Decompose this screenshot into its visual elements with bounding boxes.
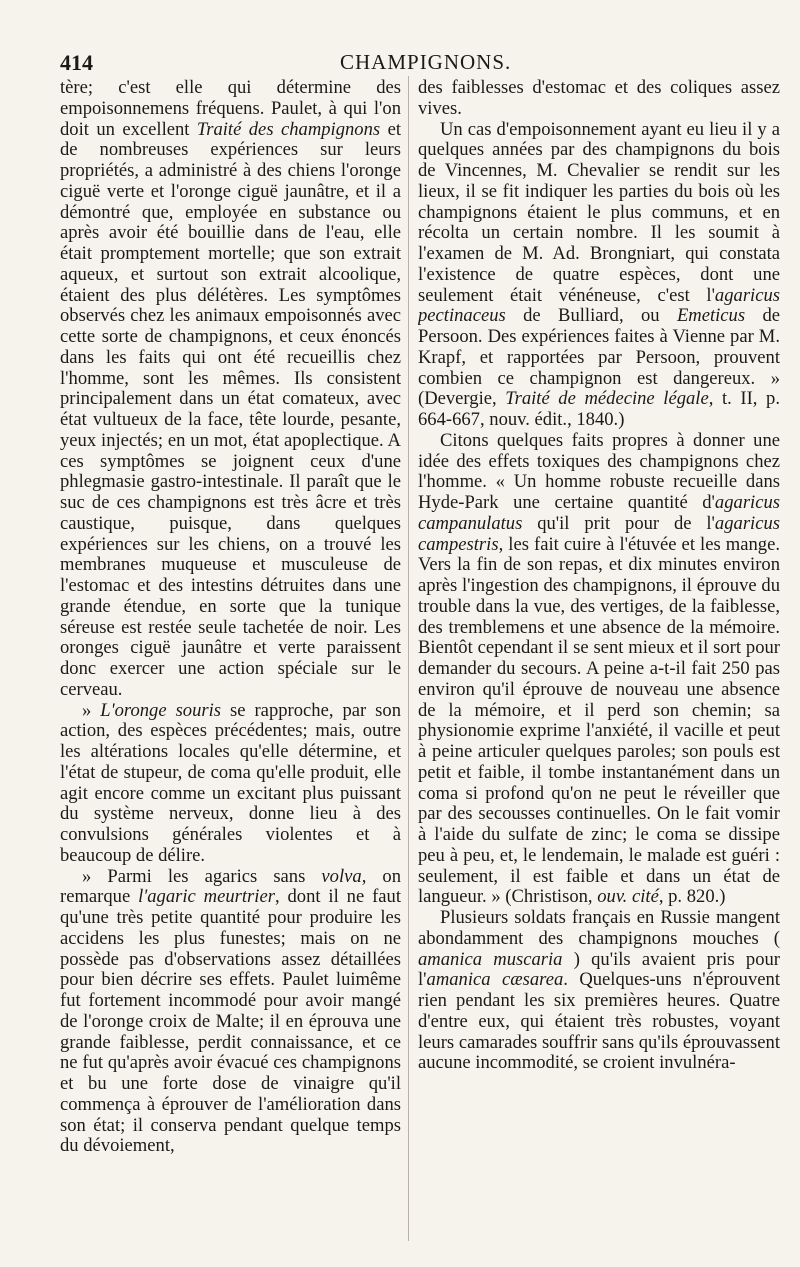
- text-run: , les fait cuire à l'étuvée et les mange. Vers la fin de son repas, et dix minutes environ après l'ingestion des champignons, il éprouve du trouble dans la vue, des vertiges, de la faiblesse, des tremblemens et une absence de la mémoire. Bientôt cependant il se sent mieux et il sort pour demander du secours. A peine a-t-il fait 250 pas environ qu'il éprouve de nouveau une absence de la mémoire, et il perd son chemin; sa physionomie exprime l'anxiété, il vacille et peut à peine articuler quelques paroles; son pouls est petit et faible, il tombe instantanément dans un coma si profond qu'on ne peut le réveiller que par des secousses continuelles. On le fait vomir à l'aide du sulfate de zinc; le coma se dissipe peu à peu, et, le lendemain, le malade est guéri : seulement, il est faible et dans un état de langueur. » (Christison,: [418, 533, 780, 908]
- right-column: [418, 78, 780, 1238]
- text-run: , on remarque: [60, 865, 401, 908]
- text-run: qu'il prit pour de l': [522, 512, 715, 534]
- italic-term: L'oronge souris: [100, 699, 222, 721]
- column-divider: [408, 76, 409, 1241]
- italic-term: l'agaric meurtrier: [138, 886, 275, 908]
- italic-term: volva: [321, 865, 362, 887]
- text-run: , dont il ne faut qu'une très petite quantité pour produire les accidens les plus funestes; mais on ne possède pas d'observations assez détaillées pour bien décrire ses effets. Paulet luimême fut fortement incommodé pour avoir mangé de l'oronge croix de Malte; il en éprouva une grande faiblesse, perdit connaissance, et ce ne fut qu'après avoir évacué ces champignons et bu une forte dose de vinaigre qu'il commença à éprouver de l'amélioration dans son état; il conserva pendant quelque temps du dévoiement,: [60, 886, 401, 1157]
- text-run: »: [82, 699, 101, 721]
- text-run: tère; c'est elle qui détermine des empoisonnemens fréquens. Paulet, à qui l'on doit un excellent: [60, 78, 401, 140]
- italic-term: Emeticus: [676, 305, 746, 327]
- text-run: se rapproche, par son action, des espèces précédentes; mais, outre les altérations locales qu'elle détermine, et l'état de stupeur, de coma qu'elle produit, elle agit encore comme un excitant plus puissant du système nerveux, donne lieu à des convulsions générales violentes et à beaucoup de délire.: [60, 699, 401, 866]
- italic-title: Traité des champignons: [196, 118, 381, 140]
- italic-term: agaricus campanulatus: [418, 492, 780, 534]
- italic-term: agaricus pectinaceus: [418, 284, 780, 327]
- text-run: Plusieurs soldats français en Russie mangent abondamment des champignons mouches (: [418, 907, 780, 949]
- paragraph: [418, 431, 780, 908]
- text-run: Citons quelques faits propres à donner une idée des effets toxiques des champignons chez l'homme. « Un homme robuste recueille dans Hyde-Park une certaine quantité d': [418, 429, 780, 513]
- text-run: , p. 820.): [658, 886, 726, 908]
- paragraph: [60, 78, 401, 701]
- page-header: [60, 50, 770, 80]
- paragraph: [418, 908, 780, 1074]
- text-run: . Quelques-uns n'éprouvent rien pendant les six premières heures. Quatre d'entre eux, qui étaient très robustes, voyant leurs camarades souffrir sans qu'ils éprouvassent aucune incommodité, se croient invulnéra-: [418, 969, 780, 1074]
- running-head: CHAMPIGNONS.: [340, 50, 512, 74]
- paragraph: [418, 78, 780, 120]
- paragraph: [418, 120, 780, 431]
- text-run: Un cas d'empoisonnement ayant eu lieu il y a quelques années par des champignons du bois de Vincennes, M. Chevalier se rendit sur les lieux, il se fit indiquer les parties du bois où les champignons étaient le plus communs, et en récolta un certain nombre. Il les soumit à l'examen de M. Ad. Brongniart, qui constata l'existence de quatre espèces, dont une seulement était vénéneuse, c'est l': [418, 118, 780, 306]
- italic-term: ouv. cité: [597, 886, 659, 908]
- italic-title: Traité de médecine légale: [505, 388, 709, 410]
- italic-term: amanica cæsarea: [426, 969, 564, 991]
- text-run: de Bulliard, ou: [505, 305, 677, 327]
- italic-term: agaricus campestris: [418, 512, 780, 555]
- text-run: de Persoon. Des expériences faites à Vienne par M. Krapf, et rapportées par Persoon, prouvent combien ce champignon est dangereux. » (Devergie,: [418, 305, 780, 410]
- paragraph: [60, 701, 401, 867]
- text-run: et de nombreuses expériences sur leurs propriétés, a administré à des chiens l'oronge ciguë verte et l'oronge ciguë jaunâtre, et il a démontré que, employée en substance ou après avoir été bouillie dans de l'eau, elle était promptement mortelle; que son extrait aqueux, et surtout son extrait alcoolique, étaient des plus délétères. Les symptômes observés chez les animaux empoisonnés avec cette sorte de champignons, et ceux énoncés dans les faits qui ont été recueillis chez l'homme, sont les mêmes. Ils consistent principalement dans un état comateux, avec état vultueux de la face, tête lourde, pesante, yeux injectés; en un mot, état apoplectique. A ces symptômes se joignent ceux d'une phlegmasie gastro-intestinale. Il paraît que le suc de ces champignons est très âcre et très caustique, puisque, dans quelques expériences sur les chiens, on a trouvé les membranes muqueuse et musculeuse de l'estomac et des intestins détruites dans une grande étendue, en sorte que la tunique séreuse est restée seule tachetée de noir. Les oronges ciguë jaunâtre et verte paraissent donc exercer une action spéciale sur le cerveau.: [60, 118, 401, 700]
- text-run: ) qu'ils avaient pris pour l': [418, 948, 780, 991]
- paragraph: [60, 867, 401, 1158]
- italic-term: amanica muscaria: [418, 948, 563, 970]
- left-column: [60, 78, 401, 1238]
- page-number: 414: [60, 50, 93, 75]
- text-run: » Parmi les agarics sans: [82, 865, 322, 887]
- text-run: des faiblesses d'estomac et des coliques assez vives.: [418, 78, 780, 119]
- text-run: , t. II, p. 664-667, nouv. édit., 1840.): [418, 388, 780, 430]
